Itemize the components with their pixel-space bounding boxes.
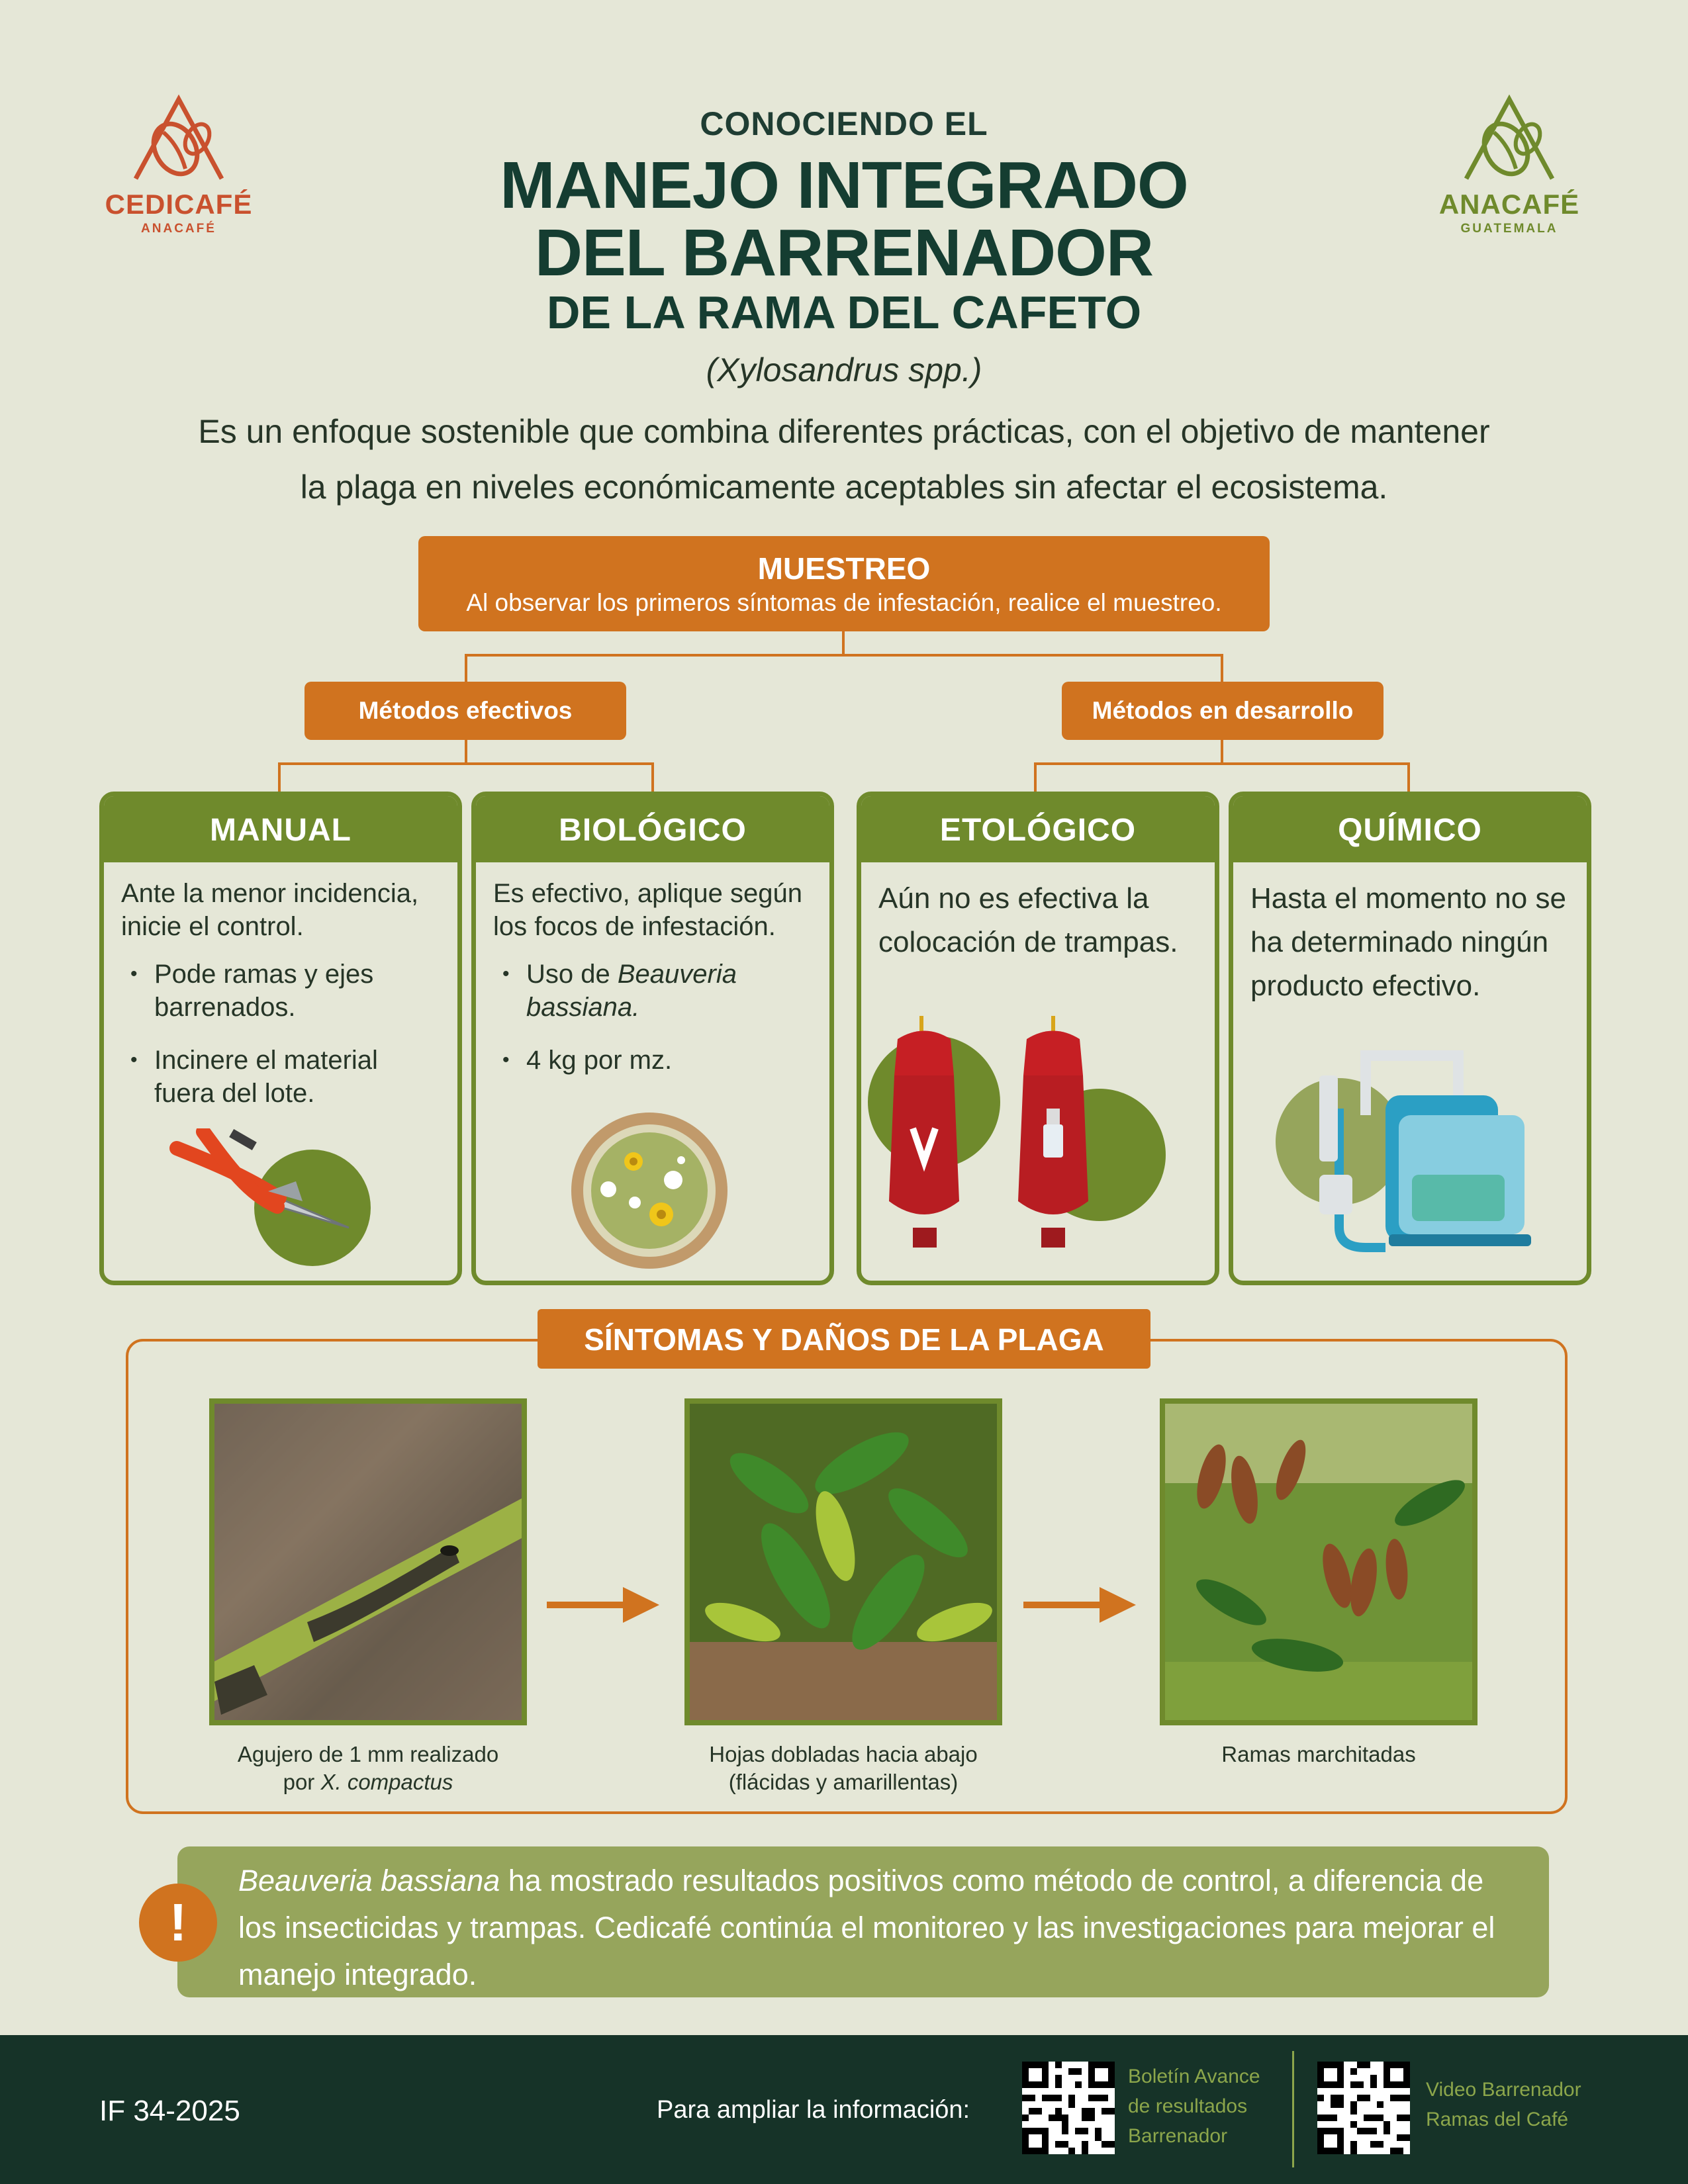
cedicafe-logo-name: CEDICAFÉ <box>105 189 253 220</box>
qr-bulletin-label <box>1128 2062 1260 2151</box>
qr-video-label <box>1426 2075 1581 2134</box>
intro-line1: Es un enfoque sostenible que combina diferentes prácticas, con el objetivo de mantener <box>198 413 1490 450</box>
developing-methods-box <box>1062 682 1383 740</box>
branch-photo-illustration <box>214 1404 522 1720</box>
qr-code-bulletin[interactable] <box>1022 2062 1115 2154</box>
header-kicker: CONOCIENDO EL <box>700 105 988 142</box>
anacafe-logo-sub: GUATEMALA <box>1460 222 1558 236</box>
footer-more-info: Para ampliar la información: <box>657 2096 970 2124</box>
manual-card-intro: Ante la menor incidencia, inicie el control. <box>121 879 419 941</box>
list-item: • Incinere el material fuera del lote. <box>154 1044 440 1110</box>
qr-label-line: Video Barrenador <box>1426 2079 1581 2101</box>
caption-line: Agujero de 1 mm realizado <box>237 1742 499 1766</box>
caption-line: Ramas marchitadas <box>1221 1742 1416 1766</box>
caption-line: Hojas dobladas hacia abajo <box>709 1742 978 1766</box>
note-species: Beauveria bassiana <box>238 1864 500 1897</box>
symptom-caption-1 <box>183 1741 553 1796</box>
symptom-caption-3 <box>1133 1741 1504 1768</box>
connector-line <box>842 631 845 655</box>
footer-divider <box>1292 2051 1294 2167</box>
wilted-photo-illustration <box>1165 1404 1472 1720</box>
connector-line <box>465 654 1223 657</box>
bottle-trap-icon <box>861 1003 1215 1281</box>
header-subtitle: DE LA RAMA DEL CAFETO <box>546 287 1142 338</box>
connector-line <box>1221 740 1223 764</box>
effective-methods-box <box>305 682 626 740</box>
connector-line <box>465 740 467 764</box>
backpack-sprayer-icon <box>1233 1016 1587 1281</box>
anacafe-logo-name: ANACAFÉ <box>1438 189 1580 220</box>
note-box <box>177 1846 1549 1997</box>
pruning-shears-icon <box>104 1128 457 1281</box>
connector-line <box>465 654 467 682</box>
qr-label-line: Boletín Avance <box>1128 2066 1260 2087</box>
manual-card-body <box>104 862 457 1110</box>
manual-card-list <box>121 958 440 1110</box>
biological-card <box>471 792 834 1285</box>
petri-dish-icon <box>476 1109 829 1281</box>
qr-label-line: de resultados <box>1128 2095 1248 2117</box>
connector-line <box>651 762 654 792</box>
footer <box>0 2035 1688 2184</box>
arrow-right-icon <box>1023 1582 1136 1628</box>
chemical-card-body <box>1233 862 1587 1008</box>
leaves-photo-illustration <box>690 1404 997 1720</box>
intro-text <box>99 404 1589 515</box>
chemical-card-title: QUÍMICO <box>1233 796 1587 862</box>
connector-line <box>1221 654 1223 682</box>
symptoms-title: SÍNTOMAS Y DAÑOS DE LA PLAGA <box>584 1322 1104 1357</box>
effective-methods-label: Métodos efectivos <box>358 697 573 724</box>
ethological-card-body <box>861 862 1215 964</box>
sampling-title: MUESTREO <box>757 551 931 586</box>
list-item: • 4 kg por mz. <box>526 1044 812 1077</box>
scientific-name: (Xylosandrus spp.) <box>706 351 982 388</box>
connector-line <box>1034 762 1410 765</box>
footer-code: IF 34-2025 <box>99 2095 240 2127</box>
species-name: X. compactus <box>320 1770 453 1794</box>
intro-line2: la plaga en niveles económicamente aceptables sin afectar el ecosistema. <box>300 469 1388 506</box>
symptom-photo-wilted-branches <box>1160 1398 1477 1725</box>
qr-code-icon <box>1317 2062 1410 2154</box>
caption-prefix: por <box>283 1770 321 1794</box>
manual-card-title: MANUAL <box>104 796 457 862</box>
connector-line <box>1034 762 1037 792</box>
caption-line: (flácidas y amarillentas) <box>728 1770 959 1794</box>
biological-card-list <box>493 958 812 1077</box>
developing-methods-label: Métodos en desarrollo <box>1092 697 1354 724</box>
list-item <box>526 958 812 1024</box>
ethological-card-title: ETOLÓGICO <box>861 796 1215 862</box>
cedicafe-logo-sub: ANACAFÉ <box>141 222 216 236</box>
species-name: Beauveria bassiana. <box>526 960 737 1022</box>
ethological-card <box>857 792 1219 1285</box>
exclamation-icon: ! <box>139 1884 217 1962</box>
note-text <box>238 1857 1529 1998</box>
biological-card-intro: Es efectivo, aplique según los focos de infestación. <box>493 879 802 941</box>
qr-code-icon <box>1022 2062 1115 2154</box>
symptom-photo-drooping-leaves <box>684 1398 1002 1725</box>
list-item: • Pode ramas y ejes barrenados. <box>154 958 440 1024</box>
chemical-card-text: Hasta el momento no se ha determinado ningún producto efectivo. <box>1250 882 1566 1002</box>
biological-card-body <box>476 862 829 1077</box>
qr-label-line: Ramas del Café <box>1426 2109 1569 2130</box>
arrow-right-icon <box>547 1582 659 1628</box>
qr-code-video[interactable] <box>1317 2062 1410 2154</box>
connector-line <box>1407 762 1410 792</box>
manual-card <box>99 792 462 1285</box>
qr-label-line: Barrenador <box>1128 2125 1228 2147</box>
sampling-box <box>418 536 1270 631</box>
ethological-card-text: Aún no es efectiva la colocación de trampas. <box>878 882 1178 958</box>
note-body: ha mostrado resultados positivos como método de control, a diferencia de los insecticidas y trampas. Cedicafé continúa el monitoreo y las investigaciones para mejorar el manejo integrado. <box>238 1864 1495 1991</box>
header-title-line2: DEL BARRENADOR <box>534 216 1154 290</box>
connector-line <box>278 762 654 765</box>
connector-line <box>278 762 281 792</box>
bullet-text: Uso de <box>526 960 618 989</box>
symptoms-title-box <box>538 1309 1150 1369</box>
symptom-caption-2 <box>658 1741 1029 1796</box>
biological-card-title: BIOLÓGICO <box>476 796 829 862</box>
caption-line <box>183 1768 553 1796</box>
symptom-photo-branch-hole <box>209 1398 527 1725</box>
sampling-text: Al observar los primeros síntomas de infestación, realice el muestreo. <box>466 589 1222 616</box>
chemical-card <box>1229 792 1591 1285</box>
header-title-line1: MANEJO INTEGRADO <box>500 148 1188 222</box>
